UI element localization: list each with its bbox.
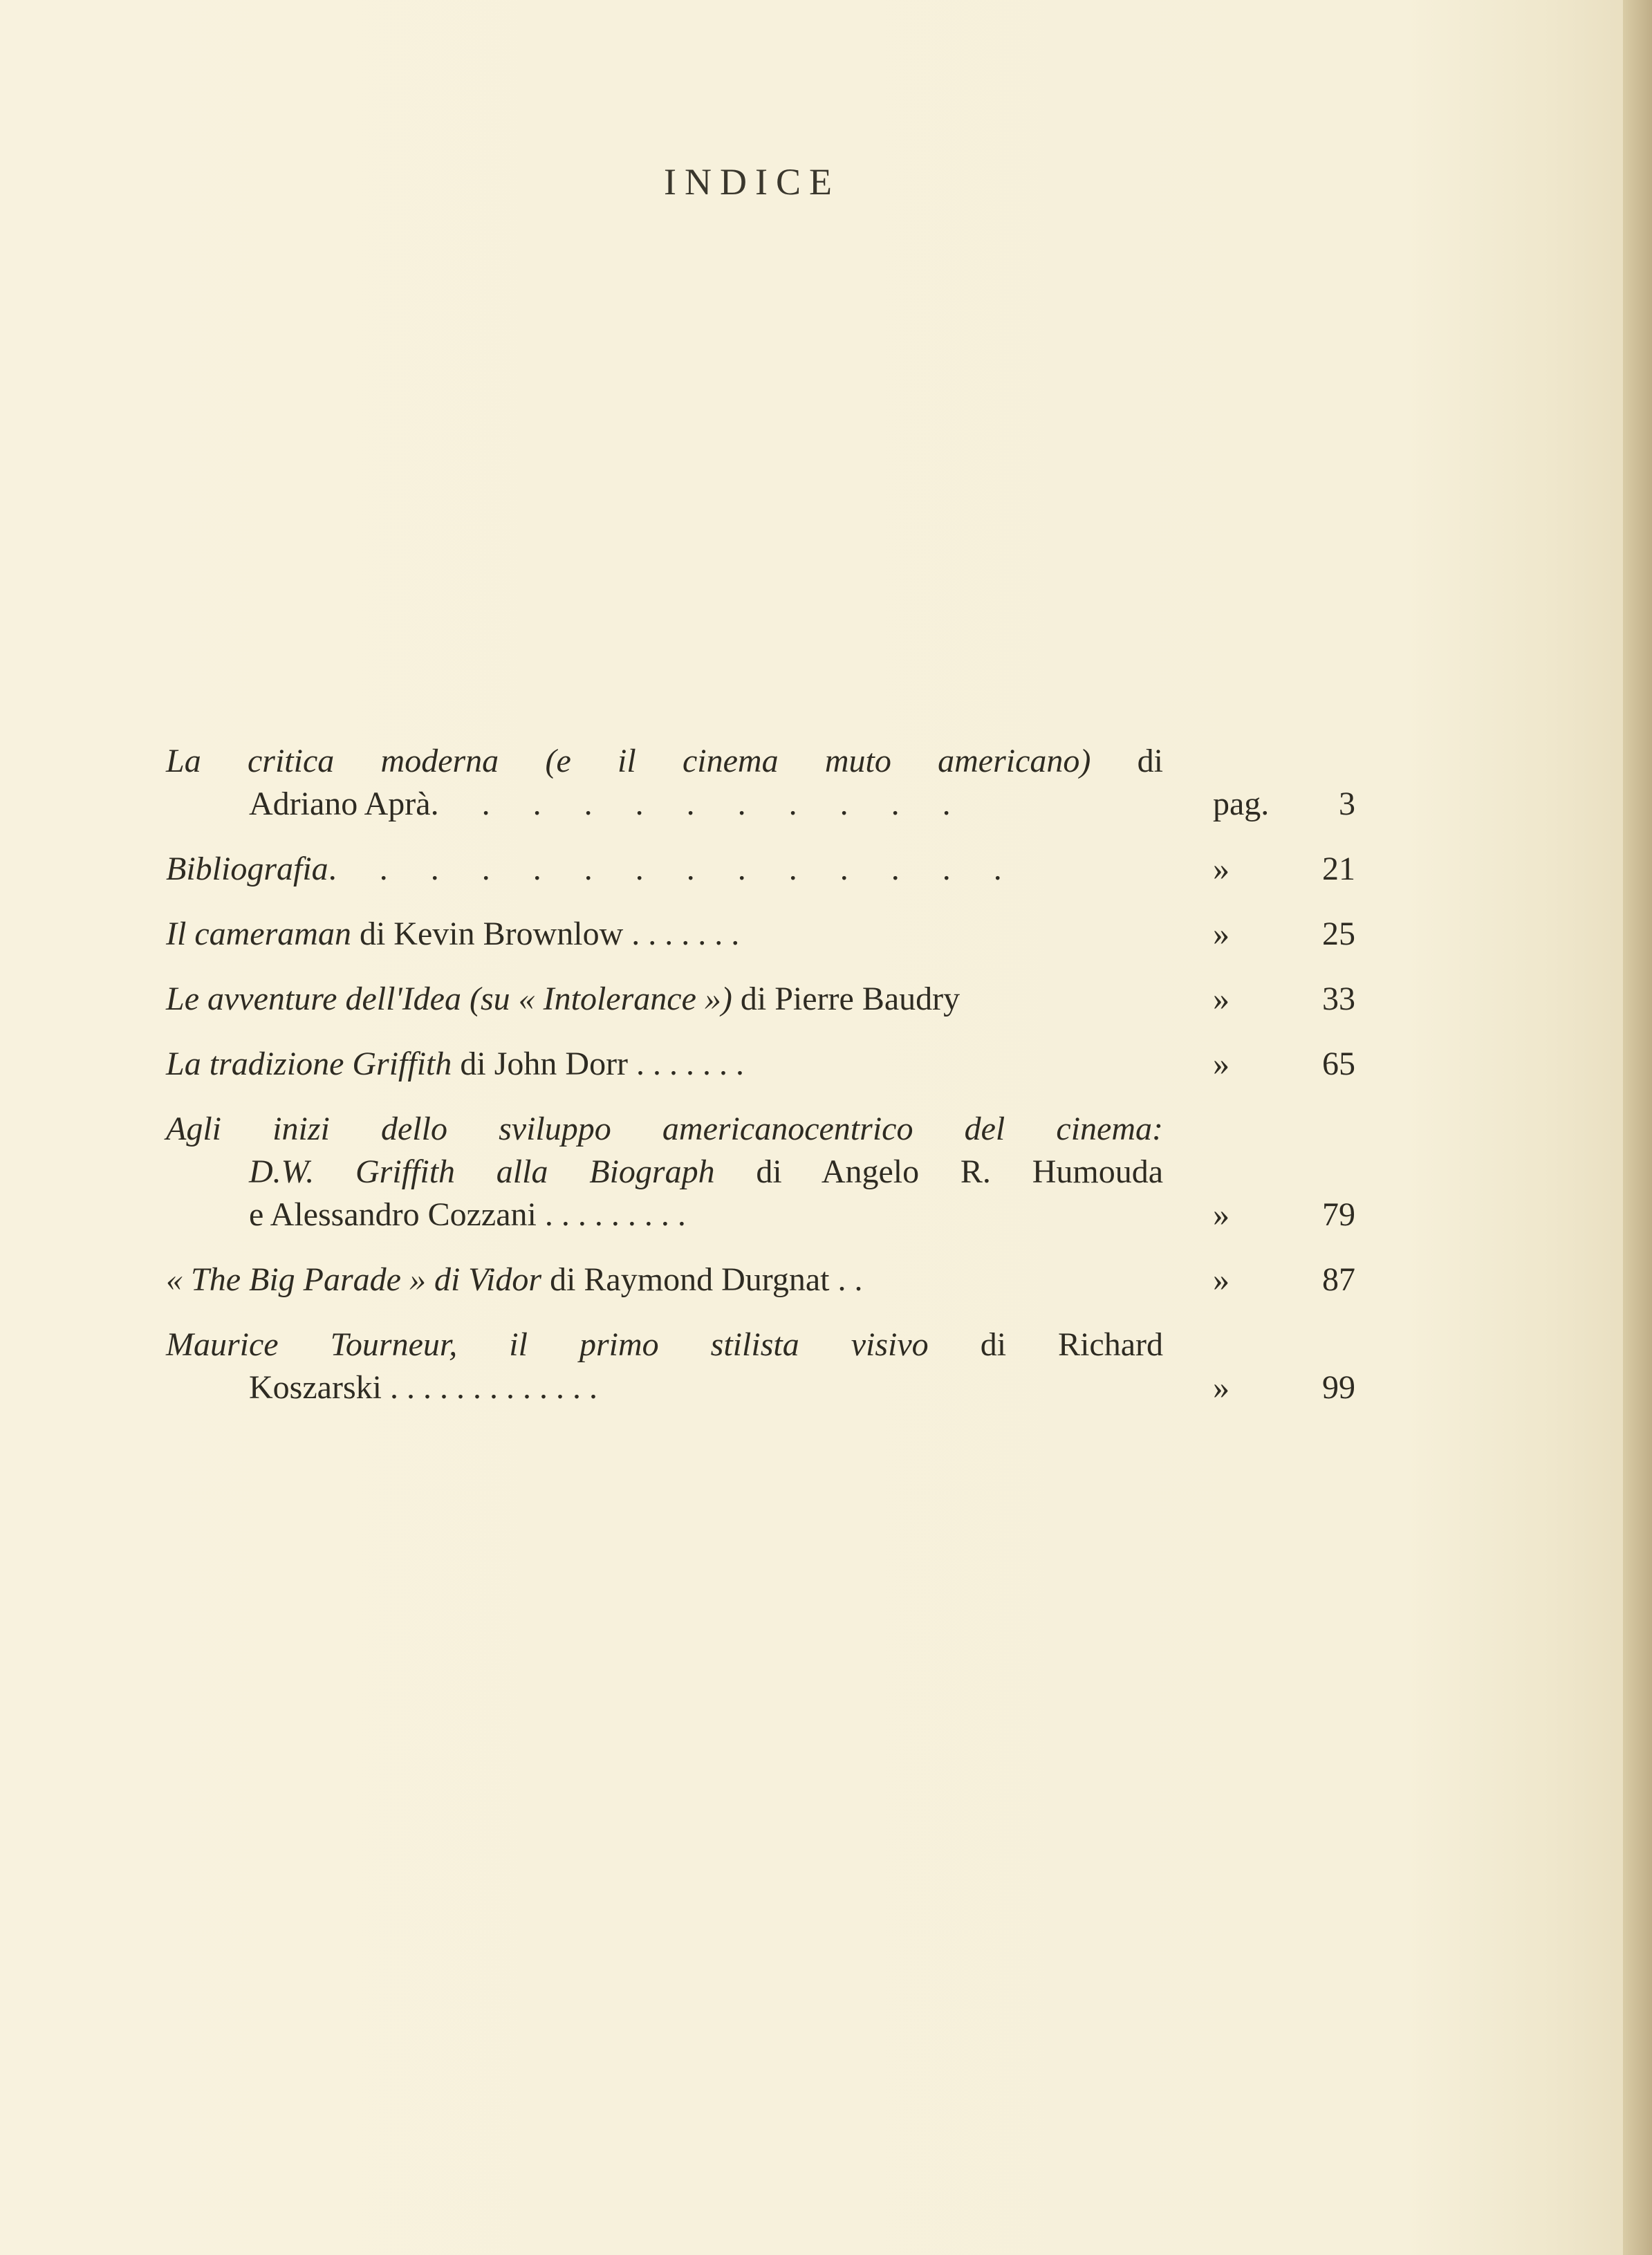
toc-entry bbox=[166, 740, 1355, 826]
toc-entry-author: e Alessandro Cozzani . . . . . . . . . bbox=[249, 1196, 686, 1233]
toc-entry bbox=[166, 913, 1355, 956]
toc-page-number: 99 bbox=[1322, 1369, 1355, 1406]
toc-page-number: 21 bbox=[1322, 851, 1355, 887]
toc-page-number: 65 bbox=[1322, 1046, 1355, 1082]
toc-entry bbox=[166, 1043, 1355, 1086]
toc-page-mark: » bbox=[1213, 981, 1229, 1017]
toc-entry-author: di Raymond Durgnat . . bbox=[541, 1261, 863, 1298]
toc-entry-title: Il cameraman bbox=[166, 916, 351, 952]
toc-entry bbox=[166, 1108, 1355, 1236]
toc-page-ref bbox=[1203, 1194, 1355, 1236]
toc-entry-author: di Richard bbox=[928, 1326, 1164, 1363]
toc-entry-line bbox=[166, 1259, 1163, 1301]
toc-page-mark: » bbox=[1213, 1369, 1229, 1406]
toc-page-number: 79 bbox=[1322, 1196, 1355, 1233]
toc-entry-line bbox=[166, 740, 1163, 783]
toc-entry bbox=[166, 848, 1355, 891]
toc-entry-title: La tradizione Griffith bbox=[166, 1046, 452, 1082]
toc-dot-leader: . . . . . . . . . . . bbox=[430, 786, 968, 822]
toc-entry-author: Koszarski . . . . . . . . . . . . . bbox=[249, 1369, 597, 1406]
toc-page-ref bbox=[1203, 1043, 1355, 1086]
toc-entry-line bbox=[166, 1194, 1163, 1236]
toc-page-mark: » bbox=[1213, 851, 1229, 887]
toc-entry-title: Agli inizi dello sviluppo americanocentrico del cinema: bbox=[166, 1111, 1163, 1147]
toc-dot-leader: . . . . . . . . . . . . . . bbox=[328, 851, 1019, 887]
toc-page-ref bbox=[1203, 1366, 1355, 1409]
toc-page-number: 33 bbox=[1322, 981, 1355, 1017]
toc-page-ref bbox=[1203, 1259, 1355, 1301]
toc-page-mark: » bbox=[1213, 1046, 1229, 1082]
toc-entry-line bbox=[166, 1043, 1163, 1086]
toc-entry-line bbox=[166, 1151, 1163, 1194]
toc-entry-line bbox=[166, 913, 1163, 956]
toc-entry-title: Le avventure dell'Idea (su « Intolerance ») bbox=[166, 981, 732, 1017]
page-edge bbox=[1623, 0, 1652, 2255]
toc-entry-line bbox=[166, 783, 1163, 826]
toc-page-number: 25 bbox=[1322, 916, 1355, 952]
toc-page-ref bbox=[1203, 913, 1355, 956]
toc-entry-author: di bbox=[1090, 743, 1163, 779]
toc-entry-line bbox=[166, 1108, 1163, 1151]
toc-page-mark: » bbox=[1213, 1261, 1229, 1298]
toc-page-number: 3 bbox=[1339, 786, 1355, 822]
toc-page-mark: » bbox=[1213, 916, 1229, 952]
toc-entry-line bbox=[166, 1324, 1163, 1366]
toc-page-mark: pag. bbox=[1213, 786, 1270, 822]
toc-entry bbox=[166, 1324, 1355, 1409]
toc-page-number: 87 bbox=[1322, 1261, 1355, 1298]
toc-entry-author: di Angelo R. Humouda bbox=[714, 1153, 1163, 1190]
toc-entry-author: di Pierre Baudry bbox=[732, 981, 960, 1017]
toc-entry-title: Maurice Tourneur, il primo stilista visivo bbox=[166, 1326, 929, 1363]
toc-page-ref bbox=[1203, 783, 1355, 826]
toc-entry bbox=[166, 1259, 1355, 1301]
toc-page-ref bbox=[1203, 848, 1355, 891]
toc-entry-author: di Kevin Brownlow . . . . . . . bbox=[351, 916, 740, 952]
toc-page-mark: » bbox=[1213, 1196, 1229, 1233]
toc-entry-author: Adriano Aprà bbox=[249, 786, 431, 822]
toc-entry-title: « The Big Parade » di Vidor bbox=[166, 1261, 542, 1298]
toc-entry-title: Bibliografia bbox=[166, 851, 328, 887]
page-title: INDICE bbox=[664, 161, 840, 203]
toc-entry-author: di John Dorr . . . . . . . bbox=[452, 1046, 745, 1082]
toc-entry-line bbox=[166, 978, 1163, 1021]
toc-entry-title: D.W. Griffith alla Biograph bbox=[249, 1153, 715, 1190]
toc-entry-line bbox=[166, 1366, 1163, 1409]
toc-entry bbox=[166, 978, 1355, 1021]
toc-page-ref bbox=[1203, 978, 1355, 1021]
toc-entry-title: La critica moderna (e il cinema muto americano) bbox=[166, 743, 1091, 779]
table-of-contents bbox=[166, 740, 1355, 1431]
toc-entry-line bbox=[166, 848, 1163, 891]
